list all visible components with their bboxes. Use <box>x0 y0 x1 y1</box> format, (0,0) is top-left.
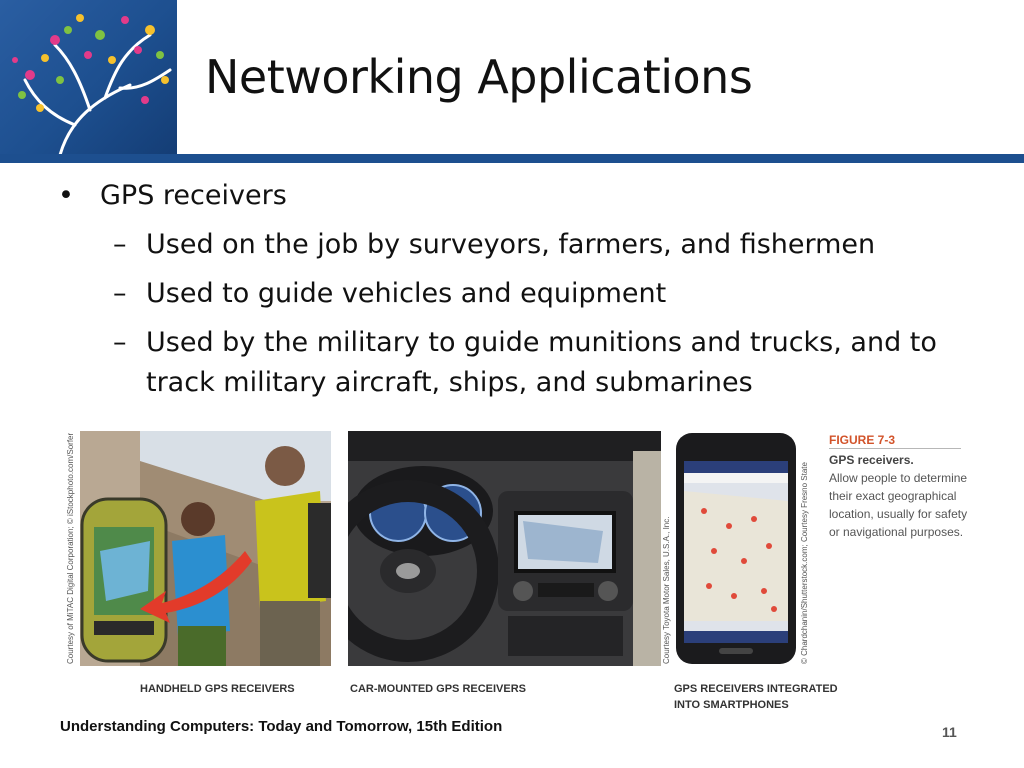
smartphone-gps-photo <box>674 431 798 666</box>
sub-bullet-text: Used on the job by surveyors, farmers, and fishermen <box>146 229 876 260</box>
sub-bullet-item <box>58 323 978 403</box>
caption-smartphone: GPS RECEIVERS INTEGRATED INTO SMARTPHONES <box>674 683 838 711</box>
caption-car: CAR-MOUNTED GPS RECEIVERS <box>350 683 527 695</box>
handheld-gps-photo <box>80 431 331 666</box>
photo-credit-handheld: Courtesy of MiTAC Digital Corporation; © iStockphoto.com/Sorfer <box>66 432 75 664</box>
dash-icon: – <box>113 327 127 358</box>
page-number: 11 <box>942 724 957 740</box>
dash-icon: – <box>113 229 127 260</box>
title-divider <box>0 154 1024 163</box>
tree-illustration <box>0 0 177 155</box>
bullet-item <box>58 176 978 216</box>
dash-icon: – <box>113 278 127 309</box>
footer-text: Understanding Computers: Today and Tomorrow, 15th Edition <box>60 718 503 735</box>
photo-credit-car: Courtesy Toyota Motor Sales, U.S.A., Inc. <box>662 516 671 664</box>
figure-description: Allow people to determine their exact geographical location, usually for safety or navigational purposes. <box>829 471 968 539</box>
figure-label: FIGURE 7-3 <box>829 433 896 447</box>
slide-title: Networking Applications <box>205 50 753 104</box>
figure-title: GPS receivers. <box>829 453 914 467</box>
bullet-dot-icon: • <box>58 180 74 211</box>
photo-credit-smartphone: © Chardchanin/Shutterstock.com; Courtesy Fresno State <box>800 462 809 664</box>
sub-bullet-text: Used by the military to guide munitions and trucks, and to track military aircraft, ships, and submarines <box>146 327 937 398</box>
logo-tree <box>0 0 177 155</box>
sub-bullet-item <box>58 225 978 265</box>
sub-bullet-text: Used to guide vehicles and equipment <box>146 278 667 309</box>
bullet-list <box>58 176 978 403</box>
car-gps-photo <box>348 431 661 666</box>
figure-divider <box>829 448 961 449</box>
caption-handheld: HANDHELD GPS RECEIVERS <box>140 683 295 695</box>
figure-caption <box>829 451 969 541</box>
bullet-text: GPS receivers <box>100 180 287 211</box>
sub-bullet-item <box>58 274 978 314</box>
